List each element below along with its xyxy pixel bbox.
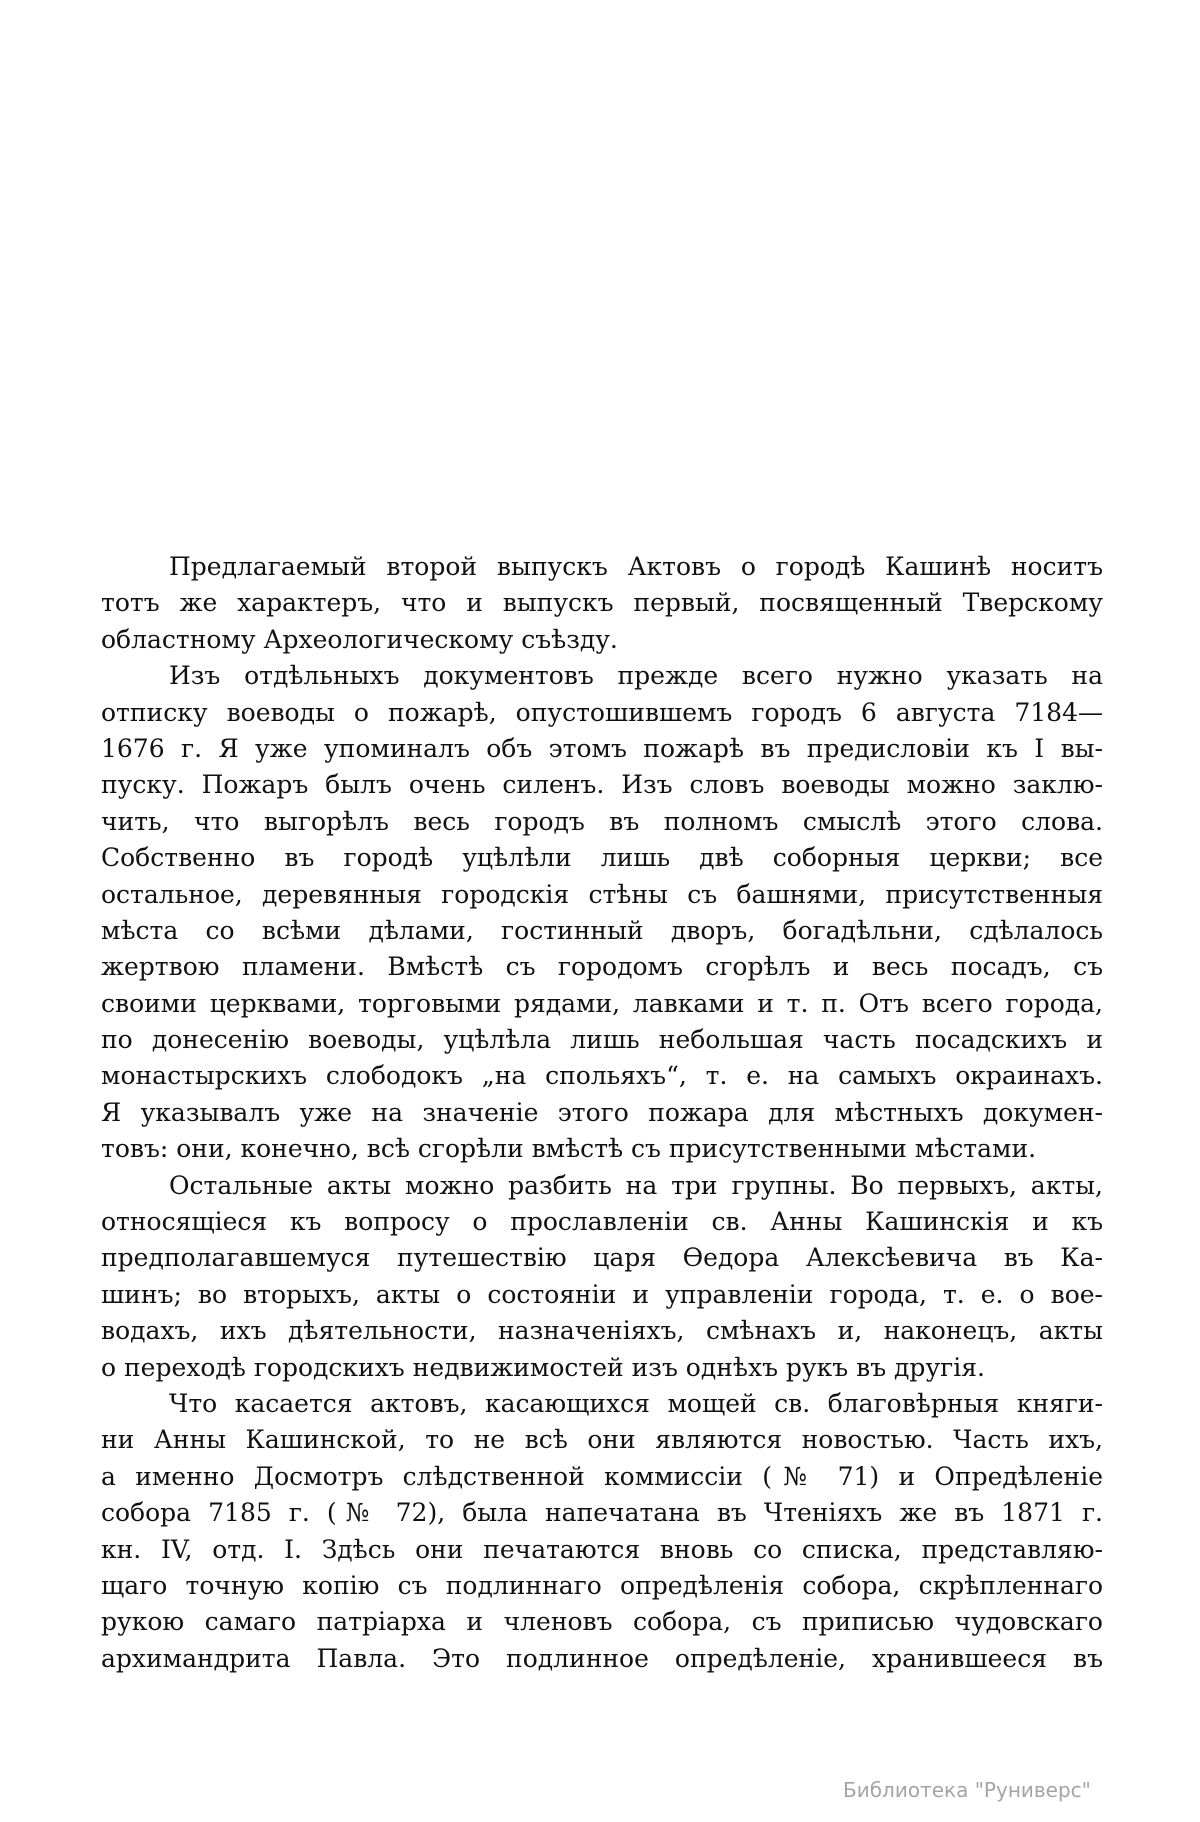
- text-line: остальное, деревянныя городскія стѣны съ башнями, присутственныя: [101, 879, 1103, 909]
- text-line: а именно Досмотръ слѣдственной коммиссіи (№ 71) и Опредѣленіе: [101, 1461, 1103, 1491]
- text-line: о переходѣ городскихъ недвижимостей изъ однѣхъ рукъ въ другія.: [101, 1352, 985, 1382]
- text-line: относящіеся къ вопросу о прославленіи св. Анны Кашинскія и къ: [101, 1207, 1103, 1237]
- text-line: архимандрита Павла. Это подлинное опредѣленіе, хранившееся въ: [101, 1643, 1103, 1673]
- text-line: жертвою пламени. Вмѣстѣ съ городомъ сгорѣлъ и весь посадъ, съ: [101, 952, 1103, 982]
- text-line: щаго точную копію съ подлиннаго опредѣленія собора, скрѣпленнаго: [101, 1570, 1103, 1600]
- text-line: рукою самаго патріарха и членовъ собора, съ приписью чудовскаго: [101, 1607, 1103, 1637]
- text-line: товъ: они, конечно, всѣ сгорѣли вмѣстѣ съ присутственными мѣстами.: [101, 1134, 1037, 1164]
- body-text: [101, 549, 1103, 1677]
- text-line: Изъ отдѣльныхъ документовъ прежде всего нужно указать на: [169, 661, 1103, 691]
- text-line: Что касается актовъ, касающихся мощей св. благовѣрныя княги-: [169, 1388, 1103, 1418]
- text-line: кн. IV, отд. I. Здѣсь они печатаются вновь со списка, представляю-: [101, 1534, 1103, 1564]
- text-line: своими церквами, торговыми рядами, лавками и т. п. Отъ всего города,: [101, 988, 1103, 1018]
- text-line: Предлагаемый второй выпускъ Актовъ о городѣ Кашинѣ носитъ: [169, 552, 1103, 581]
- text-line: водахъ, ихъ дѣятельности, назначеніяхъ, смѣнахъ и, наконецъ, акты: [101, 1316, 1103, 1346]
- text-line: Собственно въ городѣ уцѣлѣли лишь двѣ соборныя церкви; все: [101, 843, 1103, 873]
- text-line: Остальные акты можно разбить на три групны. Во первыхъ, акты,: [169, 1170, 1103, 1200]
- library-watermark: Библиотека "Руниверс": [843, 1778, 1091, 1802]
- text-line: чить, что выгорѣлъ весь городъ въ полномъ смыслѣ этого слова.: [101, 806, 1103, 836]
- text-line: мѣста со всѣми дѣлами, гостинный дворъ, богадѣльни, сдѣлалось: [101, 915, 1103, 945]
- text-line: по донесенію воеводы, уцѣлѣла лишь небольшая часть посадскихъ и: [101, 1025, 1103, 1055]
- text-line: отписку воеводы о пожарѣ, опустошившемъ городъ 6 августа 7184—: [101, 697, 1103, 727]
- text-line: пуску. Пожаръ былъ очень силенъ. Изъ словъ воеводы можно заклю-: [101, 770, 1103, 800]
- text-line: ни Анны Кашинской, то не всѣ они являются новостью. Часть ихъ,: [101, 1425, 1103, 1455]
- text-line: собора 7185 г. (№ 72), была напечатана въ Чтеніяхъ же въ 1871 г.: [101, 1498, 1103, 1528]
- text-line: Я указывалъ уже на значеніе этого пожара для мѣстныхъ докумен-: [101, 1097, 1103, 1127]
- text-line: шинъ; во вторыхъ, акты о состояніи и управленіи города, т. е. о вое-: [101, 1279, 1103, 1309]
- text-line: 1676 г. Я уже упоминалъ объ этомъ пожарѣ въ предисловіи къ I вы-: [101, 733, 1103, 763]
- text-line: областному Археологическому съѣзду.: [101, 624, 618, 654]
- text-line: монастырскихъ слободокъ „на спольяхъ“, т. е. на самыхъ окраинахъ.: [101, 1061, 1103, 1091]
- text-line: тотъ же характеръ, что и выпускъ первый, посвященный Тверскому: [101, 588, 1103, 618]
- text-line: предполагавшемуся путешествію царя Ѳедора Алексѣевича въ Ка-: [101, 1243, 1103, 1273]
